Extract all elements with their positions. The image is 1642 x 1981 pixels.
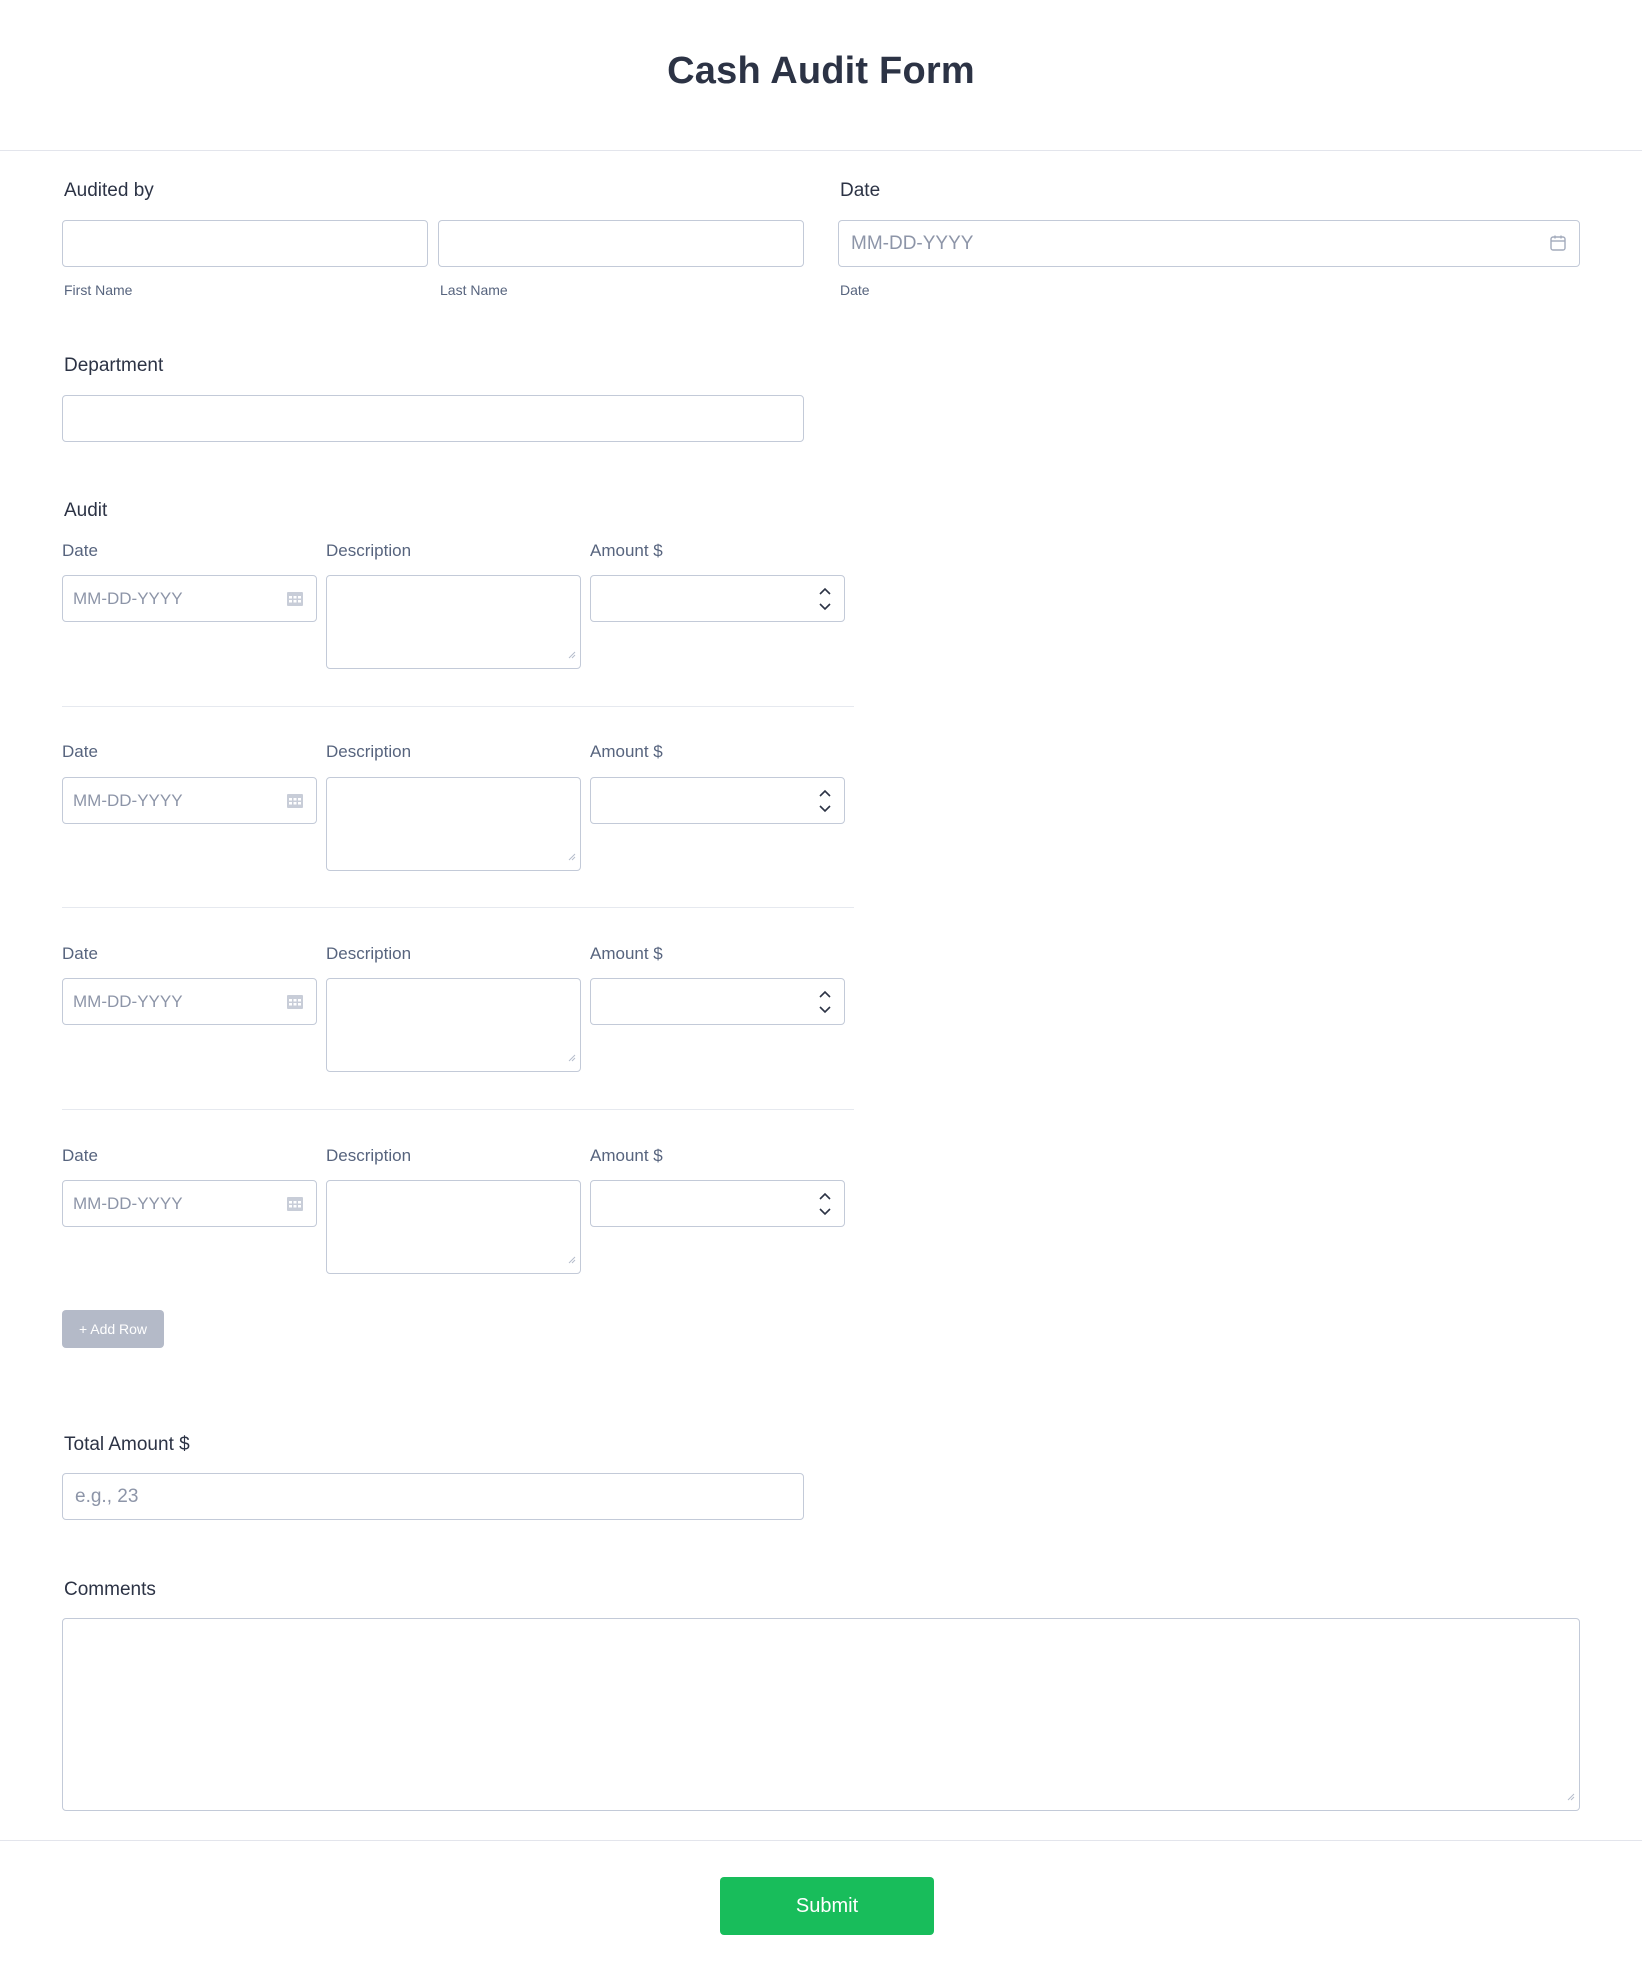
row1-description-label: Description — [326, 541, 412, 560]
row4-date-placeholder: MM-DD-YYYY — [73, 1194, 183, 1213]
spinner-icon[interactable] — [818, 585, 832, 618]
resize-handle-icon[interactable] — [1567, 1788, 1575, 1806]
row2-description-textarea[interactable] — [326, 777, 581, 871]
date-placeholder: MM-DD-YYYY — [851, 233, 974, 254]
calendar-icon[interactable] — [286, 1195, 304, 1218]
total-amount-input[interactable] — [62, 1473, 804, 1520]
row1-amount-label: Amount $ — [590, 541, 663, 560]
department-label: Department — [64, 355, 164, 376]
row-divider — [62, 907, 854, 908]
spinner-icon[interactable] — [818, 988, 832, 1021]
resize-handle-icon[interactable] — [568, 848, 576, 866]
row1-amount-input[interactable] — [590, 575, 845, 622]
row4-date-label: Date — [62, 1146, 98, 1165]
comments-label: Comments — [64, 1579, 156, 1600]
row1-date-input[interactable] — [62, 575, 317, 622]
audit-label: Audit — [64, 500, 108, 521]
resize-handle-icon[interactable] — [568, 646, 576, 664]
total-amount-placeholder: e.g., 23 — [75, 1486, 139, 1507]
row2-date-placeholder: MM-DD-YYYY — [73, 791, 183, 810]
form-header — [0, 0, 1642, 151]
row2-amount-input[interactable] — [590, 777, 845, 824]
row2-date-input[interactable] — [62, 777, 317, 824]
row3-date-placeholder: MM-DD-YYYY — [73, 992, 183, 1011]
form-title: Cash Audit Form — [667, 50, 975, 92]
calendar-icon[interactable] — [1549, 234, 1567, 257]
department-input[interactable] — [62, 395, 804, 442]
row3-amount-input[interactable] — [590, 978, 845, 1025]
first-name-sublabel: First Name — [64, 282, 133, 298]
row4-date-input[interactable] — [62, 1180, 317, 1227]
row1-description-textarea[interactable] — [326, 575, 581, 669]
row2-date-label: Date — [62, 742, 98, 761]
row4-description-textarea[interactable] — [326, 1180, 581, 1274]
date-sublabel: Date — [840, 282, 870, 298]
last-name-input[interactable] — [438, 220, 804, 267]
row-divider — [62, 706, 854, 707]
row4-amount-input[interactable] — [590, 1180, 845, 1227]
row3-date-label: Date — [62, 944, 98, 963]
first-name-input[interactable] — [62, 220, 428, 267]
row3-description-label: Description — [326, 944, 412, 963]
last-name-sublabel: Last Name — [440, 282, 508, 298]
row4-description-label: Description — [326, 1146, 412, 1165]
row3-description-textarea[interactable] — [326, 978, 581, 1072]
date-label: Date — [840, 180, 881, 201]
add-row-button[interactable]: + Add Row — [62, 1310, 164, 1348]
resize-handle-icon[interactable] — [568, 1251, 576, 1269]
date-input[interactable] — [838, 220, 1580, 267]
audited-by-label: Audited by — [64, 180, 154, 201]
row4-amount-label: Amount $ — [590, 1146, 663, 1165]
spinner-icon[interactable] — [818, 787, 832, 820]
submit-button[interactable]: Submit — [720, 1877, 934, 1935]
row1-date-label: Date — [62, 541, 98, 560]
row3-date-input[interactable] — [62, 978, 317, 1025]
spinner-icon[interactable] — [818, 1190, 832, 1223]
row-divider — [62, 1109, 854, 1110]
row2-description-label: Description — [326, 742, 412, 761]
row1-date-placeholder: MM-DD-YYYY — [73, 589, 183, 608]
row2-amount-label: Amount $ — [590, 742, 663, 761]
calendar-icon[interactable] — [286, 792, 304, 815]
row3-amount-label: Amount $ — [590, 944, 663, 963]
calendar-icon[interactable] — [286, 590, 304, 613]
total-amount-label: Total Amount $ — [64, 1434, 190, 1455]
comments-textarea[interactable] — [62, 1618, 1580, 1811]
calendar-icon[interactable] — [286, 993, 304, 1016]
resize-handle-icon[interactable] — [568, 1049, 576, 1067]
